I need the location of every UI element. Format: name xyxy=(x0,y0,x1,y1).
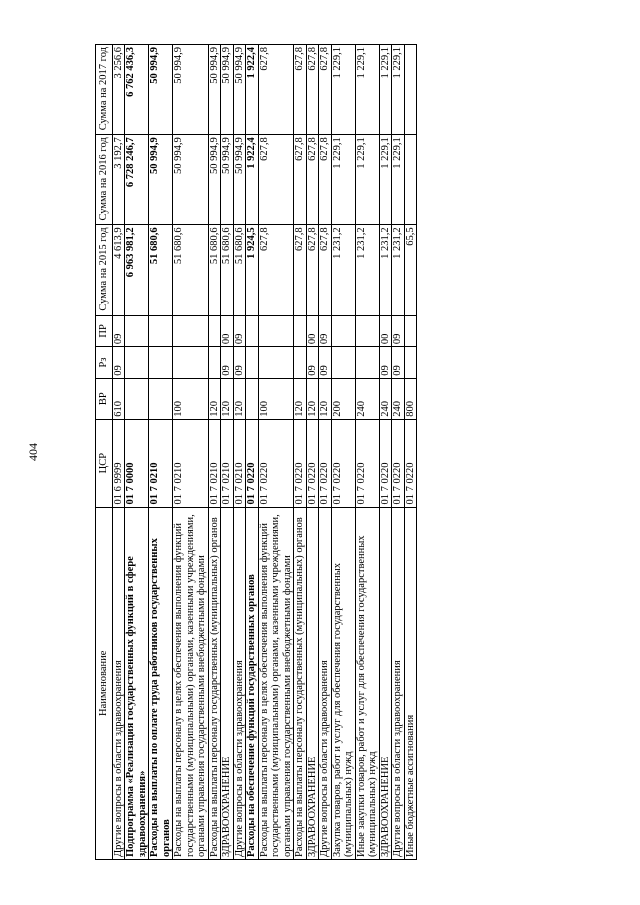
cell-name: Закупка товаров, работ и услуг для обеспечения государственных (муниципальных) нужд xyxy=(331,507,355,859)
cell-vr: 120 xyxy=(233,378,246,419)
table-row xyxy=(331,45,355,860)
cell-rz xyxy=(173,347,209,379)
cell-rz xyxy=(404,347,417,379)
cell-s2015: 51 680,6 xyxy=(173,225,209,315)
cell-s2016: 627,8 xyxy=(306,135,319,225)
cell-s2016: 50 994,9 xyxy=(173,135,209,225)
cell-name: ЗДРАВООХРАНЕНИЕ xyxy=(306,507,319,859)
cell-pr: 00 xyxy=(306,315,319,347)
cell-s2016: 1 229,1 xyxy=(379,135,392,225)
cell-csr: 01 7 0220 xyxy=(294,419,307,507)
cell-s2016: 1 229,1 xyxy=(392,135,405,225)
cell-pr xyxy=(125,315,149,347)
cell-csr: 01 7 0220 xyxy=(246,419,259,507)
cell-s2017: 627,8 xyxy=(306,45,319,135)
cell-vr: 240 xyxy=(379,378,392,419)
cell-s2016: 50 994,9 xyxy=(233,135,246,225)
cell-rz xyxy=(246,347,259,379)
cell-s2016: 1 229,1 xyxy=(331,135,355,225)
cell-s2015: 1 231,2 xyxy=(392,225,405,315)
table-row xyxy=(246,45,259,860)
cell-pr xyxy=(246,315,259,347)
cell-s2016: 627,8 xyxy=(258,135,294,225)
table-row xyxy=(173,45,209,860)
cell-name: Расходы на выплаты персоналу в целях обеспечения выполнения функций государственными (муниципальными) органами, казенными учреждениями, органами управления государственными внебюджетными фондами xyxy=(258,507,294,859)
cell-rz xyxy=(125,347,149,379)
budget-table xyxy=(95,44,417,860)
cell-vr: 610 xyxy=(112,378,125,419)
cell-rz xyxy=(208,347,221,379)
cell-csr: 01 7 0210 xyxy=(233,419,246,507)
cell-rz xyxy=(149,347,173,379)
cell-pr xyxy=(294,315,307,347)
cell-pr: 09 xyxy=(112,315,125,347)
cell-name: Расходы на выплаты по оплате труда работников государственных органов xyxy=(149,507,173,859)
header-vr: ВР xyxy=(96,378,113,419)
header-sum-2015: Сумма на 2015 год xyxy=(96,225,113,315)
header-sum-2017: Сумма на 2017 год xyxy=(96,45,113,135)
cell-rz xyxy=(355,347,379,379)
table-row xyxy=(392,45,405,860)
cell-pr xyxy=(258,315,294,347)
table-row xyxy=(221,45,234,860)
cell-csr: 01 7 0210 xyxy=(221,419,234,507)
cell-vr: 120 xyxy=(319,378,332,419)
cell-s2017: 627,8 xyxy=(319,45,332,135)
cell-csr: 01 7 0220 xyxy=(404,419,417,507)
page-number: 404 xyxy=(26,443,40,461)
cell-csr: 01 7 0220 xyxy=(319,419,332,507)
cell-s2015: 51 680,6 xyxy=(149,225,173,315)
cell-csr: 01 7 0210 xyxy=(149,419,173,507)
cell-s2015: 1 231,2 xyxy=(379,225,392,315)
cell-s2016: 3 192,7 xyxy=(112,135,125,225)
cell-name: Расходы на выплаты персоналу государственных (муниципальных) органов xyxy=(294,507,307,859)
header-csr: ЦСР xyxy=(96,419,113,507)
cell-s2015: 1 231,2 xyxy=(331,225,355,315)
cell-pr: 09 xyxy=(392,315,405,347)
cell-name: Иные закупки товаров, работ и услуг для обеспечения государственных (муниципальных) нужд xyxy=(355,507,379,859)
table-row xyxy=(208,45,221,860)
cell-s2017: 1 229,1 xyxy=(355,45,379,135)
cell-s2017: 1 229,1 xyxy=(331,45,355,135)
table-row xyxy=(149,45,173,860)
cell-s2015: 65,5 xyxy=(404,225,417,315)
cell-pr xyxy=(404,315,417,347)
cell-vr: 200 xyxy=(331,378,355,419)
cell-name: Расходы на выплаты персоналу государственных (муниципальных) органов xyxy=(208,507,221,859)
cell-s2017 xyxy=(404,45,417,135)
cell-pr: 09 xyxy=(319,315,332,347)
table-row xyxy=(125,45,149,860)
cell-name: Другие вопросы в области здравоохранения xyxy=(112,507,125,859)
cell-s2017: 50 994,9 xyxy=(221,45,234,135)
cell-name: Другие вопросы в области здравоохранения xyxy=(233,507,246,859)
cell-name: Иные бюджетные ассигнования xyxy=(404,507,417,859)
cell-s2017: 50 994,9 xyxy=(233,45,246,135)
table-row xyxy=(404,45,417,860)
cell-s2016: 6 728 246,7 xyxy=(125,135,149,225)
header-row xyxy=(96,45,113,860)
cell-vr: 240 xyxy=(392,378,405,419)
cell-s2015: 627,8 xyxy=(294,225,307,315)
cell-s2016: 1 229,1 xyxy=(355,135,379,225)
table-row xyxy=(355,45,379,860)
cell-name: Подпрограмма «Реализация государственных функций в сфере здравоохранения» xyxy=(125,507,149,859)
cell-vr: 120 xyxy=(221,378,234,419)
cell-csr: 01 7 0220 xyxy=(355,419,379,507)
cell-s2017: 50 994,9 xyxy=(173,45,209,135)
cell-s2015: 627,8 xyxy=(319,225,332,315)
cell-s2016: 627,8 xyxy=(319,135,332,225)
cell-s2017: 1 922,4 xyxy=(246,45,259,135)
cell-s2017: 50 994,9 xyxy=(208,45,221,135)
cell-s2015: 627,8 xyxy=(258,225,294,315)
table-row xyxy=(294,45,307,860)
header-rz: Рз xyxy=(96,347,113,379)
cell-vr: 100 xyxy=(258,378,294,419)
cell-csr: 01 7 0210 xyxy=(173,419,209,507)
table-body xyxy=(112,45,417,860)
header-pr: ПР xyxy=(96,315,113,347)
cell-s2016: 50 994,9 xyxy=(221,135,234,225)
cell-s2015: 51 680,6 xyxy=(221,225,234,315)
cell-s2015: 51 680,6 xyxy=(208,225,221,315)
cell-csr: 01 7 0220 xyxy=(306,419,319,507)
cell-csr: 01 7 0220 xyxy=(379,419,392,507)
cell-pr xyxy=(173,315,209,347)
cell-vr xyxy=(125,378,149,419)
cell-s2015: 627,8 xyxy=(306,225,319,315)
cell-rz xyxy=(331,347,355,379)
cell-rz: 09 xyxy=(379,347,392,379)
cell-s2017: 627,8 xyxy=(258,45,294,135)
cell-name: Расходы на выплаты персоналу в целях обеспечения выполнения функций государственными (муниципальными) органами, казенными учреждениями, органами управления государственными внебюджетными фондами xyxy=(173,507,209,859)
cell-csr: 01 7 0210 xyxy=(208,419,221,507)
cell-pr xyxy=(331,315,355,347)
cell-csr: 01 7 0220 xyxy=(392,419,405,507)
cell-rz: 09 xyxy=(221,347,234,379)
cell-rz: 09 xyxy=(319,347,332,379)
cell-vr: 120 xyxy=(306,378,319,419)
cell-s2016: 1 922,4 xyxy=(246,135,259,225)
cell-s2017: 627,8 xyxy=(294,45,307,135)
cell-s2015: 1 231,2 xyxy=(355,225,379,315)
cell-name: Другие вопросы в области здравоохранения xyxy=(392,507,405,859)
cell-pr xyxy=(149,315,173,347)
table-row xyxy=(306,45,319,860)
table-row xyxy=(319,45,332,860)
cell-s2015: 4 613,9 xyxy=(112,225,125,315)
cell-pr: 09 xyxy=(233,315,246,347)
cell-rz xyxy=(294,347,307,379)
cell-s2016: 50 994,9 xyxy=(208,135,221,225)
cell-vr: 120 xyxy=(208,378,221,419)
cell-name: Расходы на обеспечение функций государственных органов xyxy=(246,507,259,859)
cell-vr: 100 xyxy=(173,378,209,419)
cell-pr: 00 xyxy=(221,315,234,347)
cell-vr xyxy=(149,378,173,419)
cell-rz xyxy=(258,347,294,379)
cell-s2017: 50 994,9 xyxy=(149,45,173,135)
table-row xyxy=(233,45,246,860)
cell-csr: 01 7 0000 xyxy=(125,419,149,507)
cell-name: ЗДРАВООХРАНЕНИЕ xyxy=(379,507,392,859)
cell-name: Другие вопросы в области здравоохранения xyxy=(319,507,332,859)
cell-s2017: 1 229,1 xyxy=(392,45,405,135)
table-row xyxy=(258,45,294,860)
table-row xyxy=(112,45,125,860)
cell-s2015: 6 963 981,2 xyxy=(125,225,149,315)
cell-s2016: 627,8 xyxy=(294,135,307,225)
cell-csr: 01 7 0220 xyxy=(331,419,355,507)
cell-csr: 01 7 0220 xyxy=(258,419,294,507)
cell-rz: 09 xyxy=(233,347,246,379)
cell-s2015: 1 924,5 xyxy=(246,225,259,315)
cell-vr: 800 xyxy=(404,378,417,419)
cell-rz: 09 xyxy=(392,347,405,379)
cell-s2017: 6 762 436,3 xyxy=(125,45,149,135)
cell-pr xyxy=(355,315,379,347)
cell-vr: 240 xyxy=(355,378,379,419)
cell-s2016 xyxy=(404,135,417,225)
header-sum-2016: Сумма на 2016 год xyxy=(96,135,113,225)
cell-s2015: 51 680,6 xyxy=(233,225,246,315)
cell-vr: 120 xyxy=(294,378,307,419)
cell-vr xyxy=(246,378,259,419)
cell-s2017: 3 256,6 xyxy=(112,45,125,135)
cell-rz: 09 xyxy=(112,347,125,379)
table-row xyxy=(379,45,392,860)
cell-rz: 09 xyxy=(306,347,319,379)
cell-pr: 00 xyxy=(379,315,392,347)
budget-table-container xyxy=(95,44,417,860)
cell-name: ЗДРАВООХРАНЕНИЕ xyxy=(221,507,234,859)
cell-s2017: 1 229,1 xyxy=(379,45,392,135)
cell-s2016: 50 994,9 xyxy=(149,135,173,225)
cell-csr: 01 6 9999 xyxy=(112,419,125,507)
header-name: Наименование xyxy=(96,507,113,859)
cell-pr xyxy=(208,315,221,347)
